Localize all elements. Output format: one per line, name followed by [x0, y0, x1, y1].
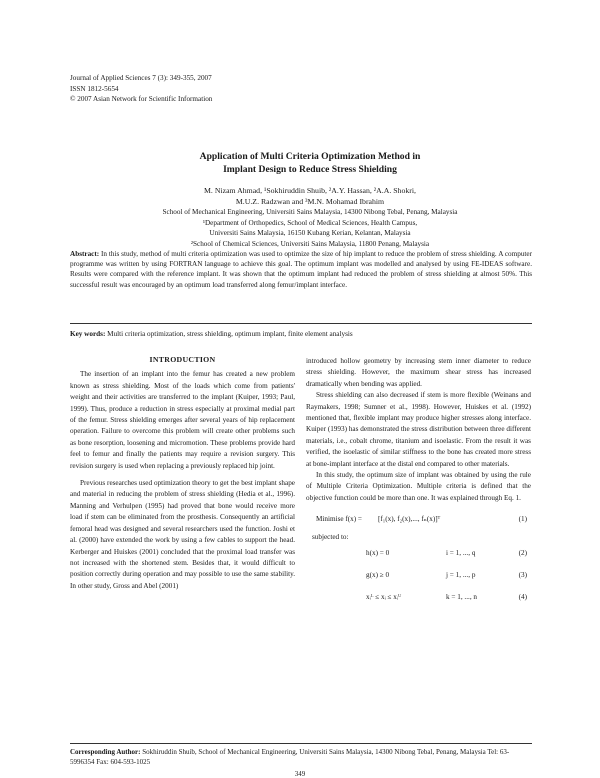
corresponding-text: Sokhiruddin Shuib, School of Mechanical Engineering, Universiti Sains Malaysia, 14300 Nibong Tebal, Penang, Malaysia Tel: 63-5996354 Fax: 604-593-1025: [70, 748, 510, 766]
equation-1-lhs: Minimise f(x) =: [316, 515, 362, 524]
equation-4: [306, 588, 531, 610]
journal-citation: Journal of Applied Sciences 7 (3): 349-355, 2007: [70, 74, 212, 82]
equation-1: [306, 510, 531, 532]
title-line-1: Application of Multi Criteria Optimization Method in: [199, 151, 421, 162]
equation-2: [306, 544, 531, 566]
authors: [70, 186, 550, 207]
equation-4-lhs: xᵢᴸ ≤ xᵢ ≤ xᵢᵁ: [366, 592, 402, 601]
equation-4-number: (4): [518, 592, 527, 601]
intro-paragraph-4: Stress shielding can also decreased if stem is more flexible (Weinans and Raymakers, 1998; Sumner et al., 1998). However, Huiskes et al. (1992) mentioned that, flexible implant may produce higher stresses along interface. Kuiper (1993) has demonstrated the stress distribution between three different materials, i.e., cobalt chrome, titanium and isoelastic. From the result it was verified, the isoelastic of similar stiffness to the bone has created more stress at bone-implant interface at the distal end compared to other materials.: [306, 391, 531, 468]
affiliation-4: ²School of Chemical Sciences, Universiti Sains Malaysia, 11800 Penang, Malaysia: [190, 239, 430, 248]
left-column: [70, 354, 295, 592]
equation-2-index: i = 1, ..., q: [446, 548, 476, 557]
divider: [70, 323, 532, 324]
abstract: [70, 249, 532, 290]
equation-1-rhs: [f₁(x), f₂(x),..., fₙ(x)]ᵀ: [378, 515, 441, 524]
equation-4-index: k = 1, ..., n: [446, 592, 478, 601]
footer-divider: [70, 743, 532, 744]
paper-title: [70, 150, 550, 176]
section-heading-introduction: INTRODUCTION: [149, 355, 216, 364]
equation-3: [306, 566, 531, 588]
affiliation-2: ¹Department of Orthopedics, School of Medical Sciences, Health Campus,: [202, 218, 418, 227]
authors-line-2: M.U.Z. Radzwan and ³M.N. Mohamad Ibrahim: [235, 196, 385, 206]
intro-paragraph-3: introduced hollow geometry by increasing stem inner diameter to reduce stress shielding. However, the maximum shear stress has increased dramatically when bending was applied.: [306, 357, 531, 388]
equation-1-number: (1): [518, 515, 527, 524]
page-number: 349: [294, 770, 306, 778]
authors-line-1: M. Nizam Ahmad, ¹Sokhiruddin Shuib, ²A.Y. Hassan, ²A.A. Shokri,: [204, 186, 416, 195]
journal-info: [70, 73, 212, 105]
intro-paragraph-2: Previous researches used optimization theory to get the best implant shape and material in reducing the problem of stress shielding (Hedia et al., 1996). Manning and Verhulpen (1995) had proved that bone would receive more load if stem can be eliminated from the prosthesis. Consequently an artificial femoral head was designed and several researchers used the function. Joshi et al. (2000) have extended the work by using a few cables to support the head. Kerberger and Huiskes (2001) concluded that the proximal load transfer was not increased with the shortened stem. Besides that, it would difficult to position correctly during operation and may possible to use the same stability. In other study, Gross and Abel (2001): [70, 479, 295, 590]
equation-2-number: (2): [518, 548, 527, 557]
keywords-text: Multi criteria optimization, stress shielding, optimum implant, finite element analysis: [107, 330, 353, 338]
equation-3-index: j = 1, ..., p: [446, 570, 476, 579]
abstract-label: Abstract:: [70, 250, 100, 258]
abstract-text: In this study, method of multi criteria optimization was used to optimize the size of hip implant to reduce the problem of stress shielding. A computer programme was written by using FORTRAN language to achieve this goal. The optimum implant was modelled and analysed by using FE-IDEAS software. Results were compared with the reference implant. It was shown that the optimum implant had reduced the problem of stress shielding at almost 50%. This successful result was encouraged by an optimum load transferred along femur/implant interface.: [70, 250, 533, 289]
equation-3-lhs: g(x) ≥ 0: [366, 570, 390, 579]
affiliation-1: School of Mechanical Engineering, Universiti Sains Malaysia, 14300 Nibong Tebal, Penang, Malaysia: [162, 208, 458, 216]
keywords: [70, 329, 532, 339]
keywords-label: Key words:: [70, 330, 106, 338]
affiliations: [70, 207, 550, 249]
journal-copyright: © 2007 Asian Network for Scientific Information: [70, 95, 213, 103]
intro-paragraph-5: In this study, the optimum size of implant was obtained by using the rule of Multiple Criteria Optimization. Multiple criteria is defined that the objective function could be more than one. It was explained through Eq. 1.: [306, 471, 531, 502]
corresponding-author: [70, 748, 532, 767]
intro-paragraph-1: The insertion of an implant into the femur has created a new problem known as stress shielding. Most of the loads which come from patients' weight and their activities are transferred to the implant (Kuiper, 1993; Paul, 1999). Thus, produce a reduction in stress especially at proximal medial part of the femur. Stress shielding emerges after several years of hip replacement operation. Failure to overcome this problem will create other problems such as bone resorption, loosening and micromotion. These problems provide hard feel to femur and finally the patients may require a revision surgery. This revision surgery is used when replacing a previously replaced hip joint.: [70, 370, 295, 470]
journal-issn: ISSN 1812-5654: [70, 84, 119, 93]
affiliation-3: Universiti Sains Malaysia, 16150 Kubang Kerian, Kelantan, Malaysia: [209, 229, 411, 237]
equation-2-lhs: h(x) = 0: [366, 548, 390, 557]
subjected-to-label: subjected to:: [312, 533, 349, 542]
equation-3-number: (3): [518, 570, 527, 579]
corresponding-label: Corresponding Author:: [70, 748, 141, 756]
right-column: [306, 356, 531, 610]
title-line-2: Implant Design to Reduce Stress Shielding: [223, 164, 397, 175]
